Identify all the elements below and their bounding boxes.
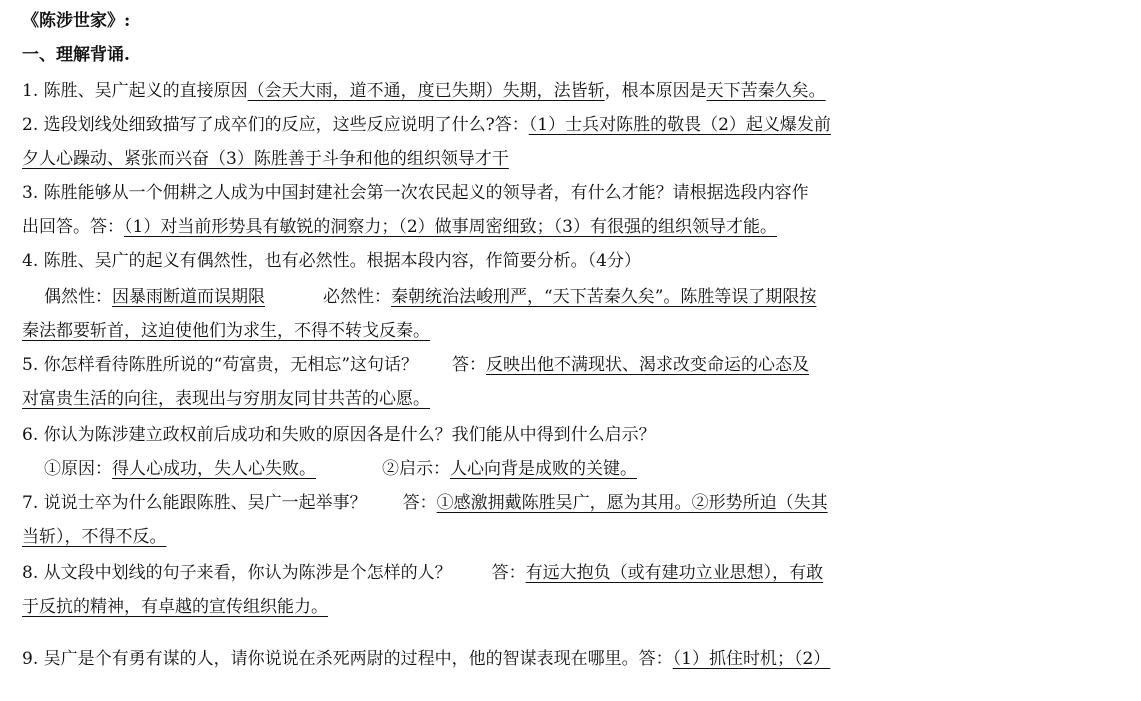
question-5 bbox=[22, 352, 1022, 378]
question-8-cont bbox=[22, 594, 1022, 620]
q7-answer-label: 答： bbox=[402, 493, 437, 513]
q6-text: 6. 你认为陈涉建立政权前后成功和失败的原因各是什么？我们能从中得到什么启示？ bbox=[22, 425, 656, 445]
q2-answer: （1）士兵对陈胜的敬畏（2）起义爆发前 bbox=[528, 115, 831, 135]
question-7-cont bbox=[22, 524, 1022, 550]
q7-answer-cont: 当斩），不得不反。 bbox=[22, 527, 167, 547]
document-title: 《陈涉世家》: bbox=[22, 11, 131, 31]
q1-answer-root: 天下苦秦久矣。 bbox=[706, 81, 826, 101]
q2-text: 2. 选段划线处细致描写了成卒们的反应，这些反应说明了什么?答： bbox=[22, 115, 529, 135]
q5-answer-label: 答： bbox=[452, 355, 487, 375]
q7-answer: ①感激拥戴陈胜吴广，愿为其用。②形势所迫（失其 bbox=[436, 493, 828, 513]
question-9 bbox=[22, 646, 1022, 672]
q7-text: 7. 说说士卒为什么能跟陈胜、吴广一起举事？ bbox=[22, 493, 367, 513]
question-7 bbox=[22, 490, 1022, 516]
q8-answer-cont: 于反抗的精神，有卓越的宣传组织能力。 bbox=[22, 597, 328, 617]
question-3-cont bbox=[22, 214, 1022, 240]
q1-answer-direct: （会天大雨，道不通，度已失期）失期，法皆斩 bbox=[247, 81, 605, 101]
q4-answer-cont: 秦法都要斩首，这迫使他们为求生，不得不转戈反秦。 bbox=[22, 321, 430, 341]
question-2-cont bbox=[22, 146, 1022, 172]
question-4-cont bbox=[22, 318, 1022, 344]
question-2 bbox=[22, 112, 1022, 138]
q9-text: 9. 吴广是个有勇有谋的人，请你说说在杀死两尉的过程中，他的智谋表现在哪里。答： bbox=[22, 649, 673, 669]
question-1 bbox=[22, 78, 1022, 104]
q2-answer-cont: 夕人心躁动、紧张而兴奋（3）陈胜善于斗争和他的组织领导才干 bbox=[22, 149, 509, 169]
question-6 bbox=[22, 422, 1022, 448]
q4-chance-answer: 因暴雨断道而误期限 bbox=[112, 287, 265, 307]
q6-lesson-label: ②启示： bbox=[382, 459, 450, 479]
q4-chance-label: 偶然性： bbox=[44, 287, 112, 307]
q3-answer: （1）对当前形势具有敏锐的洞察力；（2）做事周密细致；（3）有很强的组织领导才能。 bbox=[124, 217, 777, 237]
question-5-cont bbox=[22, 386, 1022, 412]
section-heading: 一、理解背诵. bbox=[22, 45, 130, 65]
q9-answer: （1）抓住时机；（2） bbox=[672, 649, 831, 669]
q4-text: 4. 陈胜、吴广的起义有偶然性，也有必然性。根据本段内容，作简要分析。（4分） bbox=[22, 251, 641, 271]
q5-answer-cont: 对富贵生活的向往，表现出与穷朋友同甘共苦的心愿。 bbox=[22, 389, 430, 409]
question-4 bbox=[22, 248, 1022, 274]
q3-text-2: 出回答。答： bbox=[22, 217, 124, 237]
q5-text: 5. 你怎样看待陈胜所说的“苟富贵，无相忘”这句话？ bbox=[22, 355, 419, 375]
question-8 bbox=[22, 560, 1022, 586]
q6-lesson-answer: 人心向背是成败的关键。 bbox=[450, 459, 637, 479]
q8-answer: 有远大抱负（或有建功立业思想），有敢 bbox=[525, 563, 824, 583]
question-3 bbox=[22, 180, 1022, 206]
q1-text-2: ，根本原因是 bbox=[604, 81, 707, 101]
q8-answer-label: 答： bbox=[491, 563, 526, 583]
q3-text: 3. 陈胜能够从一个佣耕之人成为中国封建社会第一次农民起义的领导者，有什么才能？请根据选段内容作 bbox=[22, 183, 809, 203]
question-4-answer bbox=[44, 284, 1044, 310]
q4-necessity-label: 必然性： bbox=[323, 287, 391, 307]
q5-answer: 反映出他不满现状、渴求改变命运的心态及 bbox=[486, 355, 810, 375]
q4-necessity-answer: 秦朝统治法峻刑严，“天下苦秦久矣”。陈胜等误了期限按 bbox=[391, 287, 817, 307]
q8-text: 8. 从文段中划线的句子来看，你认为陈涉是个怎样的人？ bbox=[22, 563, 452, 583]
q1-text: 1. 陈胜、吴广起义的直接原因 bbox=[22, 81, 248, 101]
question-6-answer bbox=[44, 456, 1044, 482]
q6-reason-label: ①原因： bbox=[44, 459, 112, 479]
q6-reason-answer: 得人心成功，失人心失败。 bbox=[112, 459, 316, 479]
